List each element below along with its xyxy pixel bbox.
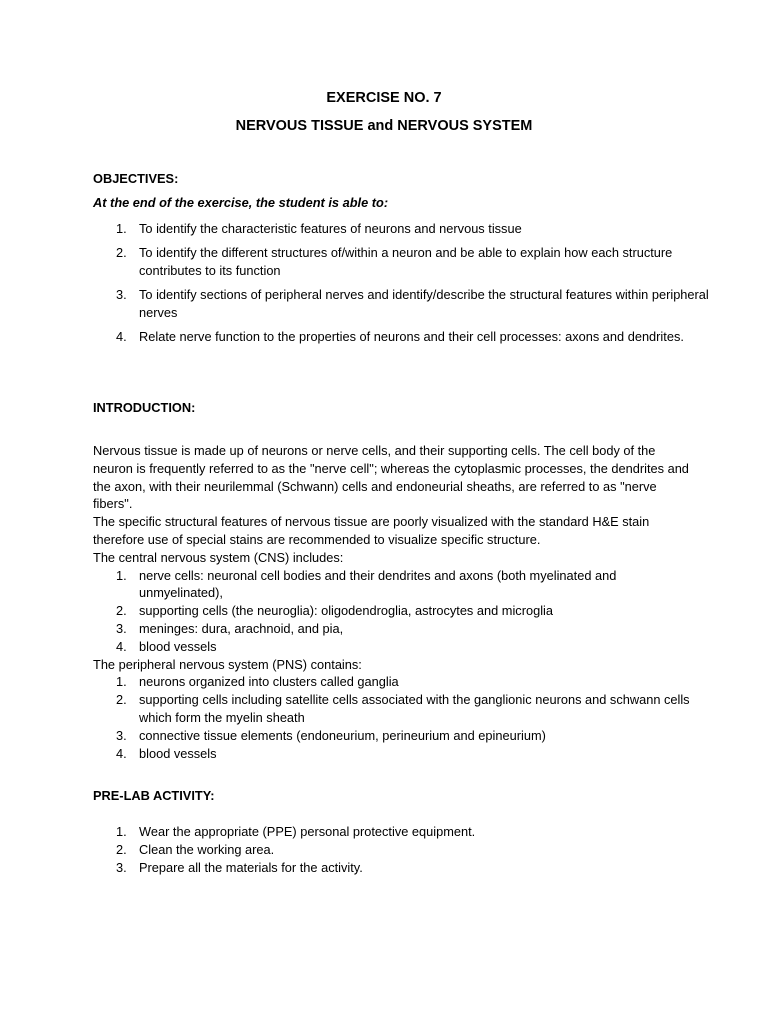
- list-item: 2. supporting cells (the neuroglia): oligodendroglia, astrocytes and microglia: [116, 603, 553, 619]
- introduction-heading: INTRODUCTION:: [93, 400, 196, 415]
- list-item: 4. blood vessels: [116, 745, 217, 761]
- list-item: 1. nerve cells: neuronal cell bodies and their dendrites and axons (both myelinated and unmyelinated),: [116, 567, 617, 601]
- pns-lead: The peripheral nervous system (PNS) contains:: [93, 656, 362, 672]
- introduction-paragraph: Nervous tissue is made up of neurons or nerve cells, and their supporting cells. The cell body of the neuron is frequently referred to as the "nerve cell"; whereas the cytoplasmic processes, the dendrites and the axon, with their neurilemmal (Schwann) cells and endoneurial sheaths, are referred to as "nerve fibers".: [93, 443, 689, 512]
- introduction-body: [93, 442, 693, 762]
- objectives-heading: OBJECTIVES:: [93, 171, 179, 186]
- list-item: 1. neurons organized into clusters called ganglia: [116, 674, 399, 690]
- introduction-paragraph: The specific structural features of nervous tissue are poorly visualized with the standard H&E stain therefore use of special stains are recommended to visualize specific structure.: [93, 514, 650, 547]
- list-item: 2. Clean the working area.: [116, 841, 275, 857]
- list-item: 4. blood vessels: [116, 638, 217, 654]
- objectives-lead: At the end of the exercise, the student is able to:: [93, 195, 389, 210]
- pns-list: [93, 673, 693, 762]
- list-item: 3. Prepare all the materials for the activity.: [116, 859, 363, 875]
- objectives-list: [93, 220, 724, 352]
- list-item: 2. To identify the different structures of/within a neuron and be able to explain how each structure contributes to its function: [116, 245, 673, 278]
- list-item: 3. meninges: dura, arachnoid, and pia,: [116, 620, 344, 636]
- cns-list: [93, 567, 693, 656]
- exercise-title: NERVOUS TISSUE and NERVOUS SYSTEM: [235, 118, 533, 134]
- cns-lead: The central nervous system (CNS) includes:: [93, 549, 344, 565]
- list-item: 2. supporting cells including satellite cells associated with the ganglionic neurons and schwann cells which form the myelin sheath: [116, 692, 690, 725]
- list-item: 1. Wear the appropriate (PPE) personal protective equipment.: [116, 824, 476, 839]
- prelab-list: [93, 823, 699, 876]
- list-item: 3. connective tissue elements (endoneurium, perineurium and epineurium): [116, 727, 546, 743]
- list-item: 1. To identify the characteristic features of neurons and nervous tissue: [116, 221, 522, 236]
- exercise-number: EXERCISE NO. 7: [326, 90, 442, 106]
- list-item: 3. To identify sections of peripheral nerves and identify/describe the structural features within peripheral nerves: [116, 287, 709, 320]
- prelab-heading: PRE-LAB ACTIVITY:: [93, 788, 215, 803]
- list-item: 4. Relate nerve function to the properties of neurons and their cell processes: axons and dendrites.: [116, 329, 684, 344]
